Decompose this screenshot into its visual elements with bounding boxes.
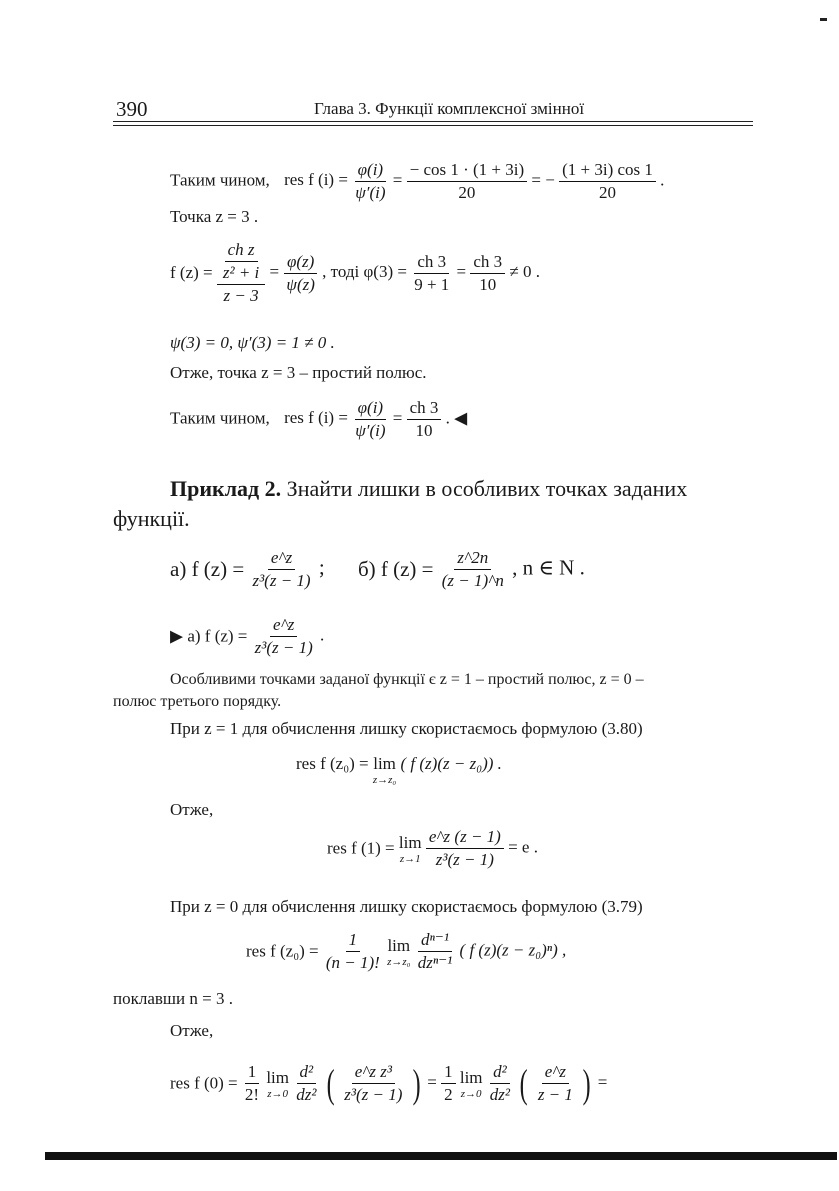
lim-text: lim — [266, 1067, 289, 1087]
label-b: б) f (z) = — [357, 557, 434, 581]
right-paren: ) — [582, 1061, 591, 1106]
fraction-numerator: 1 — [245, 1062, 260, 1084]
fraction-1-2 — [441, 1062, 456, 1105]
limit-operator — [399, 833, 422, 865]
fraction-denominator: ψ′(i) — [355, 421, 386, 440]
text-intro: Таким чином, — [170, 170, 270, 190]
fraction-denominator: dz² — [489, 1085, 510, 1104]
lim-subscript: z→0 — [460, 1087, 482, 1100]
inner-numerator: ch z — [225, 240, 258, 262]
fraction-numerator: e^z — [268, 548, 295, 570]
paragraph-z0: При z = 0 для обчислення лишку скористаємось формулою (3.79) — [170, 897, 643, 916]
paragraph-z1: При z = 1 для обчислення лишку скористаємось формулою (3.80) — [170, 719, 643, 738]
fraction-denominator: 2 — [444, 1085, 453, 1104]
fraction-numerator: e^z — [270, 615, 297, 637]
period: . — [660, 170, 665, 190]
formula-res-0 — [170, 1060, 607, 1107]
label-a: а) f (z) = — [170, 557, 245, 581]
equals: = — [392, 170, 403, 190]
fraction-numerator: (1 + 3i) cos 1 — [559, 160, 656, 182]
fraction-denominator: z³(z − 1) — [254, 638, 313, 657]
formula-3-80 — [296, 754, 502, 786]
text-otzhe-2: Отже, — [170, 1021, 214, 1040]
limit-expression: ( f (z)(z − z₀)) . — [400, 754, 502, 773]
limit-operator — [266, 1068, 289, 1100]
limit-operator-2 — [460, 1068, 483, 1100]
example-formulas — [170, 548, 585, 591]
fraction-numerator: ch 3 — [414, 252, 449, 274]
fraction-numerator: dⁿ⁻¹ — [418, 930, 452, 952]
res-label: res f (i) = — [284, 170, 348, 190]
fraction-numerator: d² — [297, 1062, 317, 1084]
not-zero: ≠ 0 . — [509, 261, 541, 281]
fraction-b — [439, 548, 507, 591]
lim-text: lim — [459, 1067, 483, 1087]
paragraph-singular-points: Особливими точками заданої функції є z = 1 – простий полюс, z = 0 – — [170, 671, 644, 688]
fraction-phi-psi — [352, 160, 388, 203]
example-heading — [170, 476, 687, 502]
fraction-denominator: 2! — [244, 1085, 260, 1104]
formula-res-i — [170, 160, 664, 203]
compound-fraction — [217, 240, 265, 306]
end-marker: . ◀ — [445, 408, 468, 428]
fraction-denominator: ψ(z) — [286, 274, 315, 294]
trailing-equals: = — [597, 1072, 608, 1092]
text-simple-pole: Отже, точка z = 3 – простий полюс. — [170, 363, 427, 382]
fraction-denominator: z³(z − 1) — [435, 850, 494, 869]
header-rule — [113, 121, 753, 122]
lim-subscript: z→1 — [399, 852, 421, 865]
header-rule-thin — [113, 125, 753, 126]
fraction-ch3-10 — [407, 398, 442, 441]
right-paren: ) — [412, 1061, 421, 1106]
res-label: res f (i) = — [284, 408, 348, 428]
res-label: res f (1) = — [327, 838, 395, 858]
example-label: Приклад 2. — [170, 476, 282, 501]
example-text-cont: функції. — [113, 506, 190, 531]
fraction-numerator: e^z z³ — [352, 1062, 395, 1084]
fraction-numerator: 1 — [346, 930, 361, 952]
fraction-result — [559, 160, 656, 203]
fraction-numerator: − cos 1 · (1 + 3i) — [407, 160, 528, 182]
fraction-numerator: e^z (z − 1) — [426, 827, 504, 849]
fraction-a — [249, 548, 313, 591]
fraction-1-2fact — [242, 1062, 262, 1105]
fraction-res1 — [426, 827, 504, 870]
lim-text: lim — [398, 832, 422, 852]
scan-mark — [820, 18, 827, 21]
text-point-z3: Точка z = 3 . — [170, 207, 259, 226]
res-label: res f (z₀) = — [296, 754, 369, 773]
fraction-denominator: dz² — [296, 1085, 317, 1104]
lim-subscript: z→z₀ — [372, 774, 397, 786]
fraction-numerator: d² — [490, 1062, 510, 1084]
fraction-numerator: φ(z) — [284, 252, 317, 274]
text-intro: Таким чином, — [170, 408, 270, 428]
equals: = — [427, 1072, 437, 1092]
fraction-denominator: z³(z − 1) — [252, 571, 311, 590]
solution-a — [170, 615, 324, 658]
formula-res-i-result — [170, 398, 467, 441]
derivative-operator-2 — [487, 1062, 513, 1105]
fraction-denominator: 9 + 1 — [414, 274, 450, 294]
fraction-numerator: z^2n — [454, 548, 491, 570]
fraction-numerator: φ(i) — [355, 398, 386, 420]
fraction-cos — [407, 160, 528, 203]
separator: ; — [318, 555, 325, 580]
fraction-factorial — [323, 930, 383, 973]
formula-psi3: ψ(3) = 0, ψ′(3) = 1 ≠ 0 . — [170, 333, 335, 352]
fraction-denominator: 20 — [598, 183, 616, 202]
derivative-operator — [415, 930, 456, 973]
equals-minus: = − — [531, 170, 555, 190]
text-otzhe: Отже, — [170, 800, 214, 819]
lim-subscript: z→z₀ — [387, 955, 411, 968]
fraction-denominator: (n − 1)! — [325, 953, 380, 972]
formula-f-z — [170, 240, 540, 306]
derivative-argument: ( f (z)(z − z₀)ⁿ) , — [459, 940, 567, 960]
lim-text: lim — [387, 935, 411, 955]
bottom-scan-bar — [45, 1152, 837, 1160]
fraction-denominator: 20 — [458, 183, 476, 202]
page-number: 390 — [116, 97, 148, 121]
fraction-inner-2 — [535, 1062, 576, 1105]
n-in-N: , n ∈ N . — [512, 555, 585, 580]
fraction-denominator: (z − 1)^n — [441, 571, 504, 590]
fraction-numerator: e^z — [542, 1062, 569, 1084]
inner-fraction — [220, 240, 262, 283]
formula-3-79 — [246, 930, 566, 973]
inner-denominator: z² + i — [222, 263, 260, 282]
fraction-phi-psi — [352, 398, 388, 441]
fraction-inner-1 — [341, 1062, 405, 1105]
limit-operator — [387, 936, 410, 968]
chapter-title: Глава 3. Функції комплексної змінної — [314, 99, 585, 118]
fraction-sol-a — [252, 615, 316, 658]
example-text: Знайти лишки в особливих точках заданих — [281, 476, 688, 501]
fraction-denominator: z − 1 — [537, 1085, 573, 1104]
fraction-denominator: z³(z − 1) — [344, 1085, 403, 1104]
fraction-numerator: ch 3 — [407, 398, 442, 420]
fraction-denominator: 10 — [479, 274, 497, 294]
equals: = — [269, 261, 280, 281]
fraction-phi-psi-z — [283, 252, 318, 295]
fraction-numerator — [217, 240, 265, 285]
fraction-denominator: 10 — [415, 421, 433, 440]
fraction-numerator: 1 — [441, 1062, 456, 1084]
fraction-denominator: ψ′(i) — [355, 183, 386, 202]
left-paren: ( — [326, 1061, 335, 1106]
fraction-numerator: φ(i) — [355, 160, 386, 182]
paragraph-singular-points-cont: полюс третього порядку. — [113, 693, 282, 710]
lim-subscript: z→0 — [267, 1087, 289, 1100]
text-setting-n3: поклавши n = 3 . — [113, 989, 233, 1008]
formula-res-1 — [327, 827, 538, 870]
left-paren: ( — [519, 1061, 528, 1106]
then-phi3: , тоді φ(3) = — [322, 261, 407, 281]
equals: = — [456, 261, 467, 281]
res-label: res f (z₀) = — [246, 941, 319, 961]
limit-operator — [373, 754, 396, 786]
fraction-ch3-over-9plus1 — [411, 252, 452, 295]
equals: = — [392, 408, 403, 428]
res-label: res f (0) = — [170, 1073, 238, 1093]
result-e: = e . — [508, 837, 538, 857]
fraction-denominator: z − 3 — [223, 286, 259, 305]
f-label: f (z) = — [170, 263, 213, 282]
fraction-denominator: dzⁿ⁻¹ — [417, 953, 453, 972]
fraction-ch3-over-10 — [470, 252, 505, 295]
period: . — [320, 625, 325, 645]
lim-text: lim — [373, 754, 396, 773]
fraction-numerator: ch 3 — [470, 252, 505, 274]
solution-label: ▶ а) f (z) = — [170, 626, 248, 646]
derivative-operator — [293, 1062, 319, 1105]
